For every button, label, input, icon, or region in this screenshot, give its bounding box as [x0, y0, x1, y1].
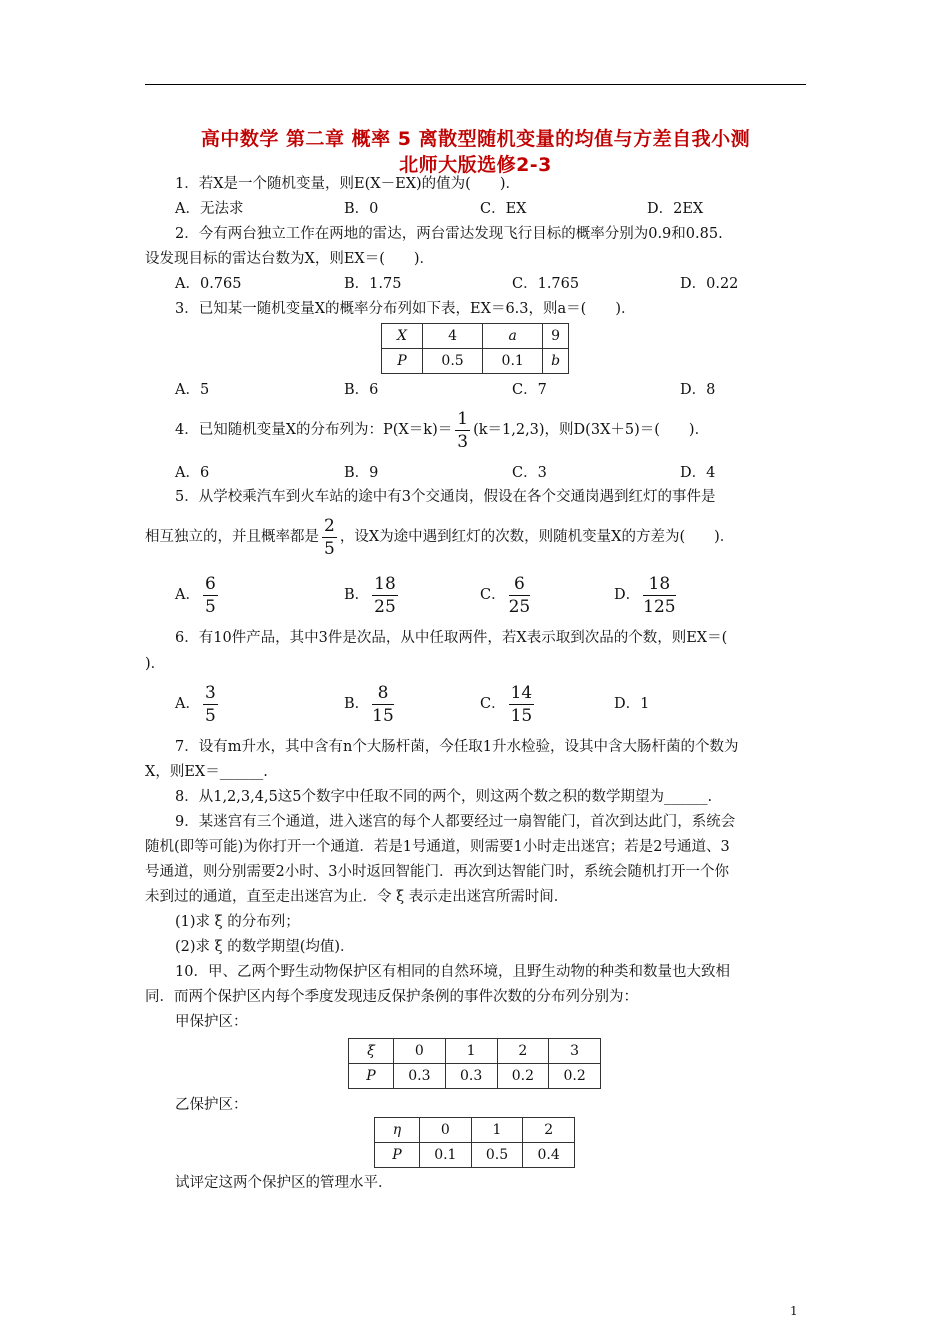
q10-label-a: 甲保护区： — [175, 1014, 248, 1030]
q10-table-b — [374, 1117, 575, 1168]
q2-line1: 2．今有两台独立工作在两地的雷达，两台雷达发现飞行目标的概率分别为0.9和0.85. — [175, 226, 723, 242]
table-cell: ξ — [349, 1039, 394, 1064]
q10-line2: 同．而两个保护区内每个季度发现违反保护条例的事件次数的分布列分别为： — [145, 989, 638, 1005]
table-cell: η — [375, 1118, 420, 1143]
page-subtitle: 北师大版选修2-3 — [399, 154, 552, 176]
table-cell: 9 — [543, 324, 569, 349]
table-cell: 0.3 — [394, 1064, 446, 1089]
q1-option-b: B．0 — [344, 201, 379, 217]
q5-option-d: D． $\frac{18}{125}$ — [614, 573, 676, 617]
q6-option-d: D．1 — [614, 696, 650, 712]
table-cell: 0.5 — [423, 349, 483, 374]
q8-stem: 8．从1,2,3,4,5这5个数字中任取不同的两个，则这两个数之积的数学期望为______. — [175, 789, 713, 805]
q9-sub1: (1)求 ξ 的分布列； — [175, 914, 300, 930]
q4-option-c: C．3 — [512, 465, 547, 481]
table-row — [375, 1118, 575, 1143]
table-cell: 0 — [420, 1118, 472, 1143]
table-row — [375, 1143, 575, 1168]
q1-stem: 1．若X是一个随机变量，则E(X－EX)的值为( )． — [175, 176, 520, 192]
table-cell: 0.4 — [523, 1143, 575, 1168]
q9-sub2: (2)求 ξ 的数学期望(均值)． — [175, 939, 355, 955]
table-row — [382, 324, 569, 349]
table-cell: P — [349, 1064, 394, 1089]
table-row — [382, 349, 569, 374]
q6-line1: 6．有10件产品，其中3件是次品，从中任取两件，若X表示取到次品的个数，则EX＝( — [175, 630, 728, 646]
q3-option-c: C．7 — [512, 382, 547, 398]
q2-option-d: D．0.22 — [680, 276, 739, 292]
q4-option-d: D．4 — [680, 465, 716, 481]
q3-option-b: B．6 — [344, 382, 379, 398]
q2-option-b: B．1.75 — [344, 276, 402, 292]
q5-option-a: A． $\frac{6}{5}$ — [175, 573, 216, 617]
table-row — [349, 1064, 601, 1089]
table-cell: 0.2 — [549, 1064, 601, 1089]
q5-line2: 相互独立的，并且概率都是 $\frac{2}{5}$ ，设X为途中遇到红灯的次数，则随机变量X的方差为( )． — [145, 515, 735, 559]
q6-option-b: B． $\frac{8}{15}$ — [344, 682, 394, 726]
q5-option-c: C． $\frac{6}{25}$ — [480, 573, 531, 617]
q5-line1: 5．从学校乘汽车到火车站的途中有3个交通岗，假设在各个交通岗遇到红灯的事件是 — [175, 489, 716, 505]
q2-line2: 设发现目标的雷达台数为X，则EX＝( )． — [145, 251, 435, 267]
q3-stem: 3．已知某一随机变量X的概率分布列如下表，EX＝6.3，则a＝( )． — [175, 301, 636, 317]
q5-fraction: $\frac{2}{5}$ — [324, 515, 335, 559]
q9-line4: 未到过的通道，直至走出迷宫为止．令 ξ 表示走出迷宫所需时间． — [145, 889, 569, 905]
q4-option-a: A．6 — [175, 465, 210, 481]
table-cell: 0.5 — [471, 1143, 523, 1168]
q4-fraction: $\frac{1}{3}$ — [457, 408, 469, 452]
q9-line1: 9．某迷宫有三个通道，进入迷宫的每个人都要经过一扇智能门，首次到达此门，系统会 — [175, 814, 736, 830]
table-cell: a — [483, 324, 543, 349]
q9-line3: 号通道，则分别需要2小时、3小时返回智能门．再次到达智能门时，系统会随机打开一个你 — [145, 864, 729, 880]
q10-line1: 10．甲、乙两个野生动物保护区有相同的自然环境，且野生动物的种类和数量也大致相 — [175, 964, 730, 980]
table-cell: 0.1 — [483, 349, 543, 374]
table-cell: 0.1 — [420, 1143, 472, 1168]
q5-option-b: B． $\frac{18}{25}$ — [344, 573, 396, 617]
q9-line2: 随机(即等可能)为你打开一个通道．若是1号通道，则需要1小时走出迷宫；若是2号通道、3 — [145, 839, 730, 855]
q1-option-c: C．EX — [480, 201, 527, 217]
q10-label-b: 乙保护区： — [175, 1097, 248, 1113]
q7-line1: 7．设有m升水，其中含有n个大肠杆菌，今任取1升水检验，设其中含大肠杆菌的个数为 — [175, 739, 739, 755]
table-cell: X — [382, 324, 423, 349]
q3-option-a: A．5 — [175, 382, 210, 398]
q4-option-b: B．9 — [344, 465, 379, 481]
page-number: 1 — [790, 1304, 798, 1318]
table-cell: 0.2 — [497, 1064, 549, 1089]
table-cell: 1 — [445, 1039, 497, 1064]
q10-ending: 试评定这两个保护区的管理水平． — [175, 1175, 393, 1191]
page-title: 高中数学 第二章 概率 5 离散型随机变量的均值与方差自我小测 — [200, 128, 751, 150]
q7-line2: X，则EX＝______. — [145, 764, 268, 780]
q2-option-a: A．0.765 — [175, 276, 242, 292]
q4-stem: 4．已知随机变量X的分布列为：P(X＝k)＝ $\frac{1}{3}$ (k＝1,2,3)，则D(3X＋5)＝( )． — [175, 408, 710, 452]
table-cell: 0 — [394, 1039, 446, 1064]
table-cell: 3 — [549, 1039, 601, 1064]
table-row — [349, 1039, 601, 1064]
table-cell: 2 — [523, 1118, 575, 1143]
table-cell: 4 — [423, 324, 483, 349]
q1-option-a: A．无法求 — [175, 201, 244, 217]
q10-table-a — [348, 1038, 601, 1089]
table-cell: b — [543, 349, 569, 374]
q3-distribution-table — [381, 323, 569, 374]
table-cell: 0.3 — [445, 1064, 497, 1089]
q2-option-c: C．1.765 — [512, 276, 580, 292]
q6-option-a: A． $\frac{3}{5}$ — [175, 682, 216, 726]
header-rule — [145, 84, 806, 85]
table-cell: P — [382, 349, 423, 374]
table-cell: 1 — [471, 1118, 523, 1143]
q3-option-d: D．8 — [680, 382, 716, 398]
q1-option-d: D．2EX — [647, 201, 704, 217]
table-cell: P — [375, 1143, 420, 1168]
q6-option-c: C． $\frac{14}{15}$ — [480, 682, 533, 726]
table-cell: 2 — [497, 1039, 549, 1064]
q6-line2: )． — [145, 656, 166, 672]
